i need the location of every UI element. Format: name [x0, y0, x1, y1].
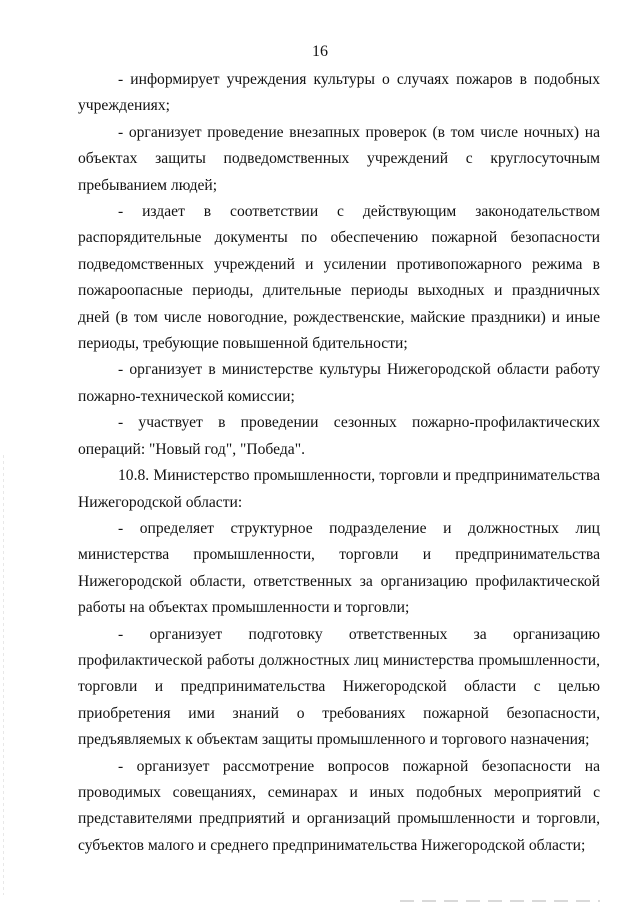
- page-number: 16: [312, 43, 328, 60]
- paragraph-surprise-inspections: - организует проведение внезапных проверок (в том числе ночных) на объектах защиты подведомственных учреждений с круглосуточным пребыванием людей;: [78, 123, 600, 194]
- scan-edge-mark: [3, 455, 4, 895]
- paragraph-staff-training: - организует подготовку ответственных за организацию профилактической работы должностных лиц министерства промышленности, торговли и предпринимательства Нижегородской области с целью приобретения ими знаний о требованиях пожарной безопасности, предъявляемых к объектам защиты промышленного и торгового назначения;: [78, 625, 600, 749]
- paragraph-regulatory-documents: - издает в соответствии с действующим законодательством распорядительные документы по обеспечению пожарной безопасности подведомственных учреждений и усилении противопожарного режима в пожароопасные периоды, длительные периоды выходных и праздничных дней (в том числе новогодние, рождественские, майские праздники) и иные периоды, требующие повышенной бдительности;: [78, 203, 600, 353]
- scan-bottom-marks: [400, 900, 600, 902]
- paragraph-inform-culture: - информирует учреждения культуры о случаях пожаров в подобных учреждениях;: [78, 71, 600, 115]
- document-body: [78, 67, 600, 859]
- paragraph-responsible-unit: - определяет структурное подразделение и должностных лиц министерства промышленности, торговли и предпринимательства Нижегородской области, ответственных за организацию профилактической работы на объектах промышленности и торговли;: [78, 519, 600, 617]
- paragraph-safety-meetings: - организует рассмотрение вопросов пожарной безопасности на проводимых совещаниях, семинарах и иных подобных мероприятий с представителями предприятий и организаций промышленности и торговли, субъектов малого и среднего предпринимательства Нижегородской области;: [78, 757, 600, 854]
- paragraph-fire-commission: - организует в министерстве культуры Нижегородской области работу пожарно-технической комиссии;: [78, 361, 600, 405]
- paragraph-seasonal-operations: - участвует в проведении сезонных пожарно-профилактических операций: "Новый год", "Победа".: [78, 414, 600, 458]
- paragraph-section-10-8-heading: 10.8. Министерство промышленности, торговли и предпринимательства Нижегородской области:: [78, 467, 600, 511]
